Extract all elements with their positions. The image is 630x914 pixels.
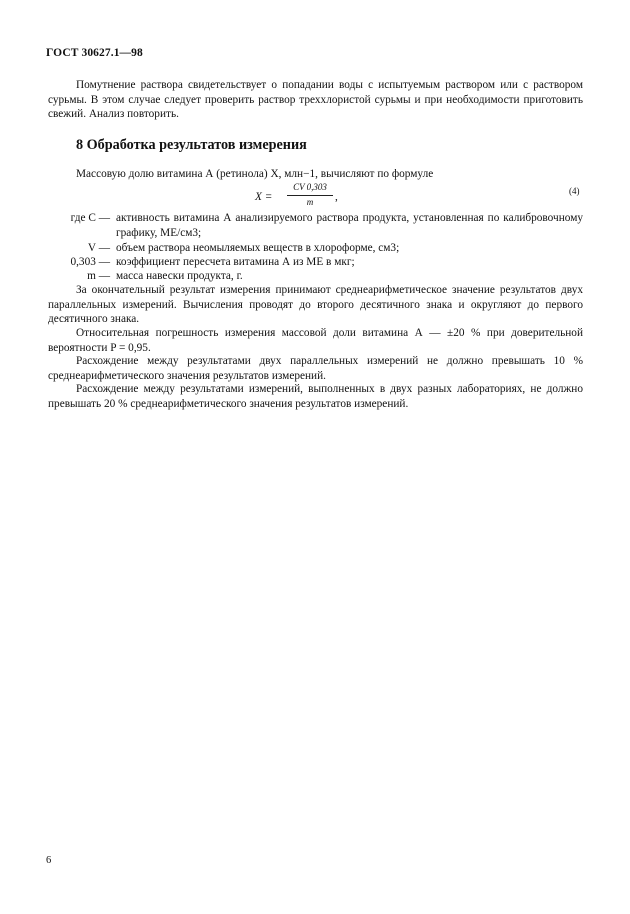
lab-discrepancy-paragraph: Расхождение между результатами измерений, выполненных в двух разных лабораториях, не должно превышать 20 % среднеарифметического значения результатов измерений. <box>48 383 583 410</box>
equation-number: (4) <box>569 186 580 196</box>
definition-text: активность витамина А анализируемого раствора продукта, установленная по калибровочному графику, МЕ/см3; <box>116 212 583 239</box>
formula-numerator: CV 0,303 <box>293 182 327 192</box>
definition-row <box>48 241 583 256</box>
definition-symbol: 0,303 — <box>70 256 110 268</box>
formula-denominator: m <box>306 197 314 207</box>
definition-row <box>48 211 583 241</box>
definition-text: коэффициент пересчета витамина А из МЕ в мкг; <box>116 256 355 268</box>
fraction-bar <box>287 195 333 196</box>
definition-symbol: m — <box>87 270 110 282</box>
formula-block <box>255 182 375 214</box>
formula-lhs: X = <box>255 191 273 203</box>
definition-text: объем раствора неомыляемых веществ в хлороформе, см3; <box>116 242 400 254</box>
definition-text: масса навески продукта, г. <box>116 270 243 282</box>
definition-row <box>48 255 583 270</box>
result-paragraph: За окончательный результат измерения принимают среднеарифметическое значение результатов двух параллельных измерений. Вычисления проводят до второго десятичного знака и округляют до первого десятичного знака. <box>48 284 583 326</box>
formula-intro: Массовую долю витамина А (ретинола) X, млн−1, вычисляют по формуле <box>76 168 434 180</box>
definition-symbol: где C — <box>70 212 110 224</box>
intro-paragraph: Помутнение раствора свидетельствует о попадании воды с испытуемым раствором или с раствором сурьмы. В этом случае следует проверить раствор треххлористой сурьмы и при необходимости приготовить свежий. Анализ повторить. <box>48 79 583 121</box>
parallel-discrepancy-paragraph: Расхождение между результатами двух параллельных измерений не должно превышать 10 % среднеарифметического значения результатов измерений. <box>48 355 583 382</box>
error-paragraph: Относительная погрешность измерения массовой доли витамина А — ±20 % при доверительной вероятности P = 0,95. <box>48 327 583 354</box>
formula-comma: , <box>335 191 338 203</box>
definition-symbol: V — <box>87 242 110 254</box>
document-code-header: ГОСТ 30627.1—98 <box>46 47 143 59</box>
definition-row <box>48 269 583 284</box>
section-title: 8 Обработка результатов измерения <box>76 137 307 153</box>
page-number: 6 <box>46 855 52 866</box>
